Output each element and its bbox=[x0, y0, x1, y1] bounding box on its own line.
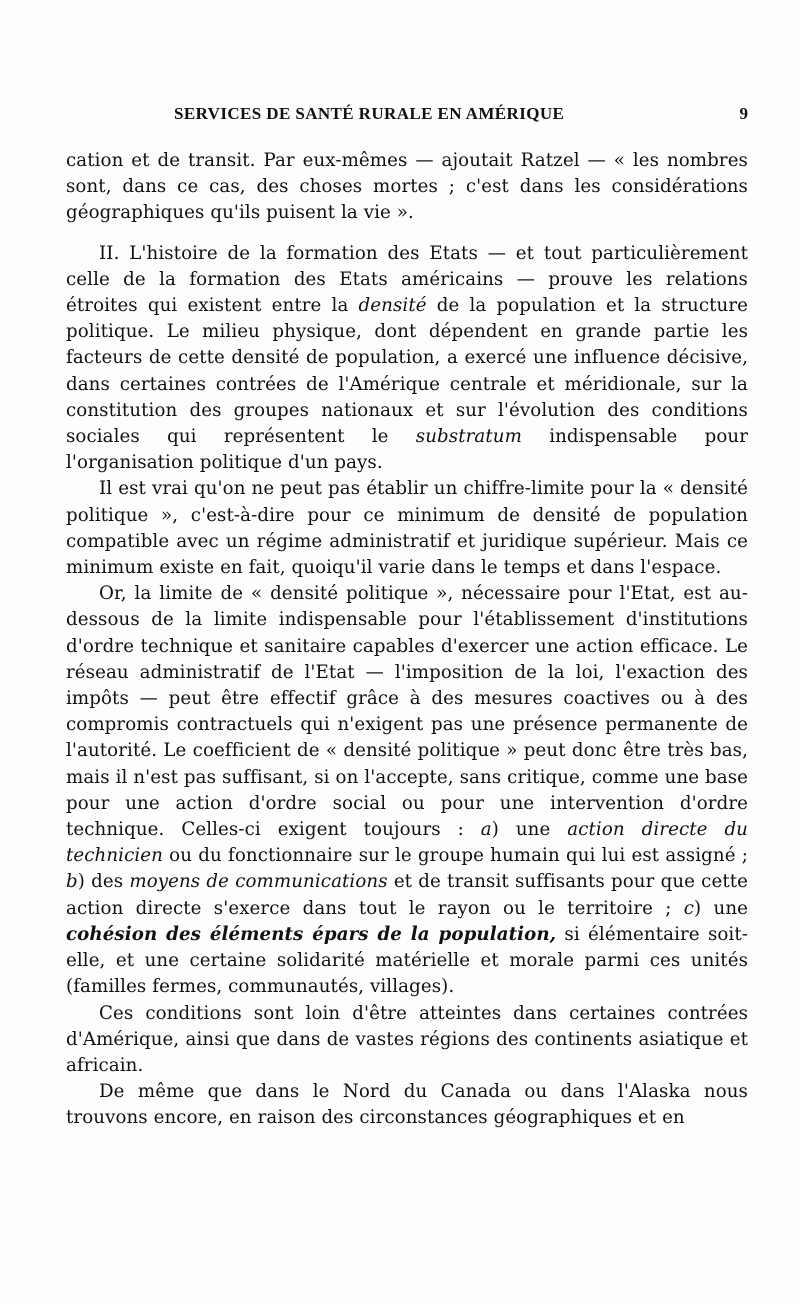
paragraph-limite bbox=[66, 581, 748, 1000]
paragraph-continuation: cation et de transit. Par eux-mêmes — ajoutait Ratzel — « les nombres sont, dans ce cas, des choses mortes ; c'est dans les considérations géographiques qu'ils puisent la vie ». bbox=[66, 150, 748, 224]
paragraph-section-ii bbox=[66, 241, 748, 477]
text-run: de la population et la structure politique. Le milieu physique, dont dépendent en grande partie les facteurs de cette densité de population, a exercé une influence décisive, dans certaines contrées de l'Amérique centrale et méridionale, sur la constitution des groupes nationaux et sur l'évolution des conditions sociales qui représentent le bbox=[66, 295, 748, 448]
text-run: ) des bbox=[77, 871, 130, 893]
page-number: 9 bbox=[739, 104, 748, 123]
page-header bbox=[66, 104, 748, 132]
text-run: si élémentaire soit-elle, et une certaine solidarité matérielle et morale parmi ces unités (familles fermes, communautés, villages). bbox=[66, 923, 748, 998]
emphasis-substratum: substratum bbox=[415, 426, 522, 448]
paragraph-conditions: Ces conditions sont loin d'être atteintes dans certaines contrées d'Amérique, ainsi que dans de vastes régions des continents asiatique et africain. bbox=[66, 1002, 748, 1076]
emphasis-densite: densité bbox=[358, 295, 427, 317]
running-title: SERVICES DE SANTÉ RURALE EN AMÉRIQUE bbox=[174, 104, 565, 123]
text-run: ou du fonctionnaire sur le groupe humain qui lui est assigné ; bbox=[162, 845, 748, 867]
text-run: et de transit suffisants pour que cette action directe s'exerce dans tout le rayon ou le territoire ; bbox=[66, 871, 749, 919]
enum-a: a bbox=[480, 819, 492, 841]
emphasis-action-directe: action directe du technicien bbox=[66, 819, 748, 867]
emphasis-moyens: moyens de communications bbox=[129, 871, 388, 893]
text-run: indispensable pour l'organisation politique d'un pays. bbox=[66, 426, 748, 474]
paragraph-densite-politique: Il est vrai qu'on ne peut pas établir un chiffre-limite pour la « densité politique », c'est-à-dire pour ce minimum de densité de population compatible avec un régime administratif et juridique supérieur. Mais ce minimum existe en fait, quoiqu'il varie dans le temps et dans l'espace. bbox=[66, 478, 748, 579]
paragraph-canada: De même que dans le Nord du Canada ou dans l'Alaska nous trouvons encore, en raison des circonstances géographiques et en bbox=[66, 1081, 748, 1129]
body-text bbox=[66, 148, 748, 1132]
text-run: II. L'histoire de la formation des Etats — et tout particulièrement celle de la formation des Etats américains — prouve les relations étroites qui existent entre la bbox=[66, 242, 748, 317]
text-run: ) une bbox=[491, 819, 568, 841]
emphasis-cohesion: cohésion des éléments épars de la population, bbox=[66, 923, 557, 945]
enum-b: b bbox=[66, 871, 78, 893]
enum-c: c bbox=[683, 897, 695, 919]
text-run: Or, la limite de « densité politique », nécessaire pour l'Etat, est au-dessous de la limite indispensable pour l'établissement d'institutions d'ordre technique et sanitaire capables d'exercer une action efficace. Le réseau administratif de l'Etat — l'imposition de la loi, l'exaction des impôts — peut être effectif grâce à des mesures coactives ou à des compromis contractuels qui n'exigent pas une présence permanente de l'autorité. Le coefficient de « densité politique » peut donc être très bas, mais il n'est pas suffisant, si on l'accepte, sans critique, comme une base pour une action d'ordre social ou pour une intervention d'ordre technique. Celles-ci exigent toujours : bbox=[66, 583, 748, 841]
text-run: ) une bbox=[694, 897, 748, 919]
